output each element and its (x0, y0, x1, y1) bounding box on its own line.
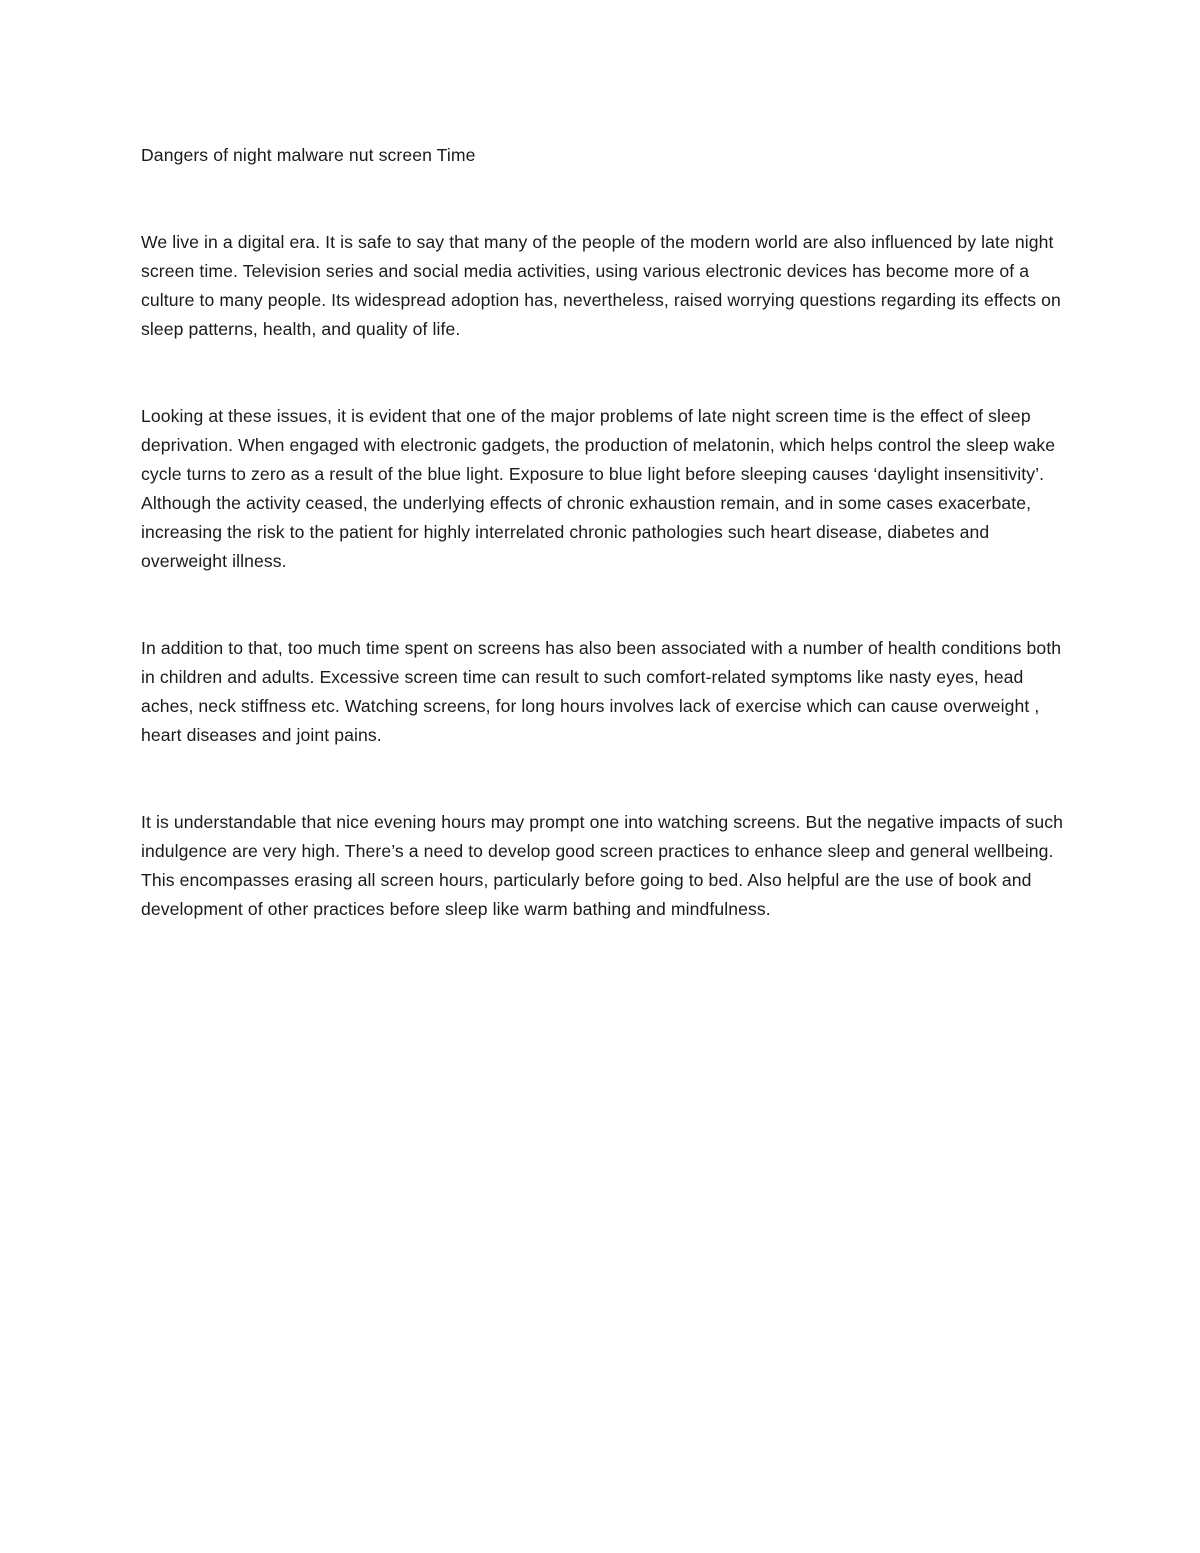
document-body (141, 141, 1066, 924)
document-title: Dangers of night malware nut screen Time (141, 145, 476, 165)
paragraph-2: Looking at these issues, it is evident that one of the major problems of late night screen time is the effect of sleep deprivation. When engaged with electronic gadgets, the production of melatonin, which helps control the sleep wake cycle turns to zero as a result of the blue light. Exposure to blue light before sleeping causes ‘daylight insensitivity’. Although the activity ceased, the underlying effects of chronic exhaustion remain, and in some cases exacerbate, increasing the risk to the patient for highly interrelated chronic pathologies such heart disease, diabetes and overweight illness. (141, 406, 1056, 571)
paragraph-3: In addition to that, too much time spent on screens has also been associated with a number of health conditions both in children and adults. Excessive screen time can result to such comfort-related symptoms like nasty eyes, head aches, neck stiffness etc. Watching screens, for long hours involves lack of exercise which can cause overweight , heart diseases and joint pains. (141, 638, 1062, 745)
paragraph-4: It is understandable that nice evening hours may prompt one into watching screens. But the negative impacts of such indulgence are very high. There’s a need to develop good screen practices to enhance sleep and general wellbeing. This encompasses erasing all screen hours, particularly before going to bed. Also helpful are the use of book and development of other practices before sleep like warm bathing and mindfulness. (141, 812, 1064, 919)
paragraph-1: We live in a digital era. It is safe to say that many of the people of the modern world are also influenced by late night screen time. Television series and social media activities, using various electronic devices has become more of a culture to many people. Its widespread adoption has, nevertheless, raised worrying questions regarding its effects on sleep patterns, health, and quality of life. (141, 232, 1061, 339)
